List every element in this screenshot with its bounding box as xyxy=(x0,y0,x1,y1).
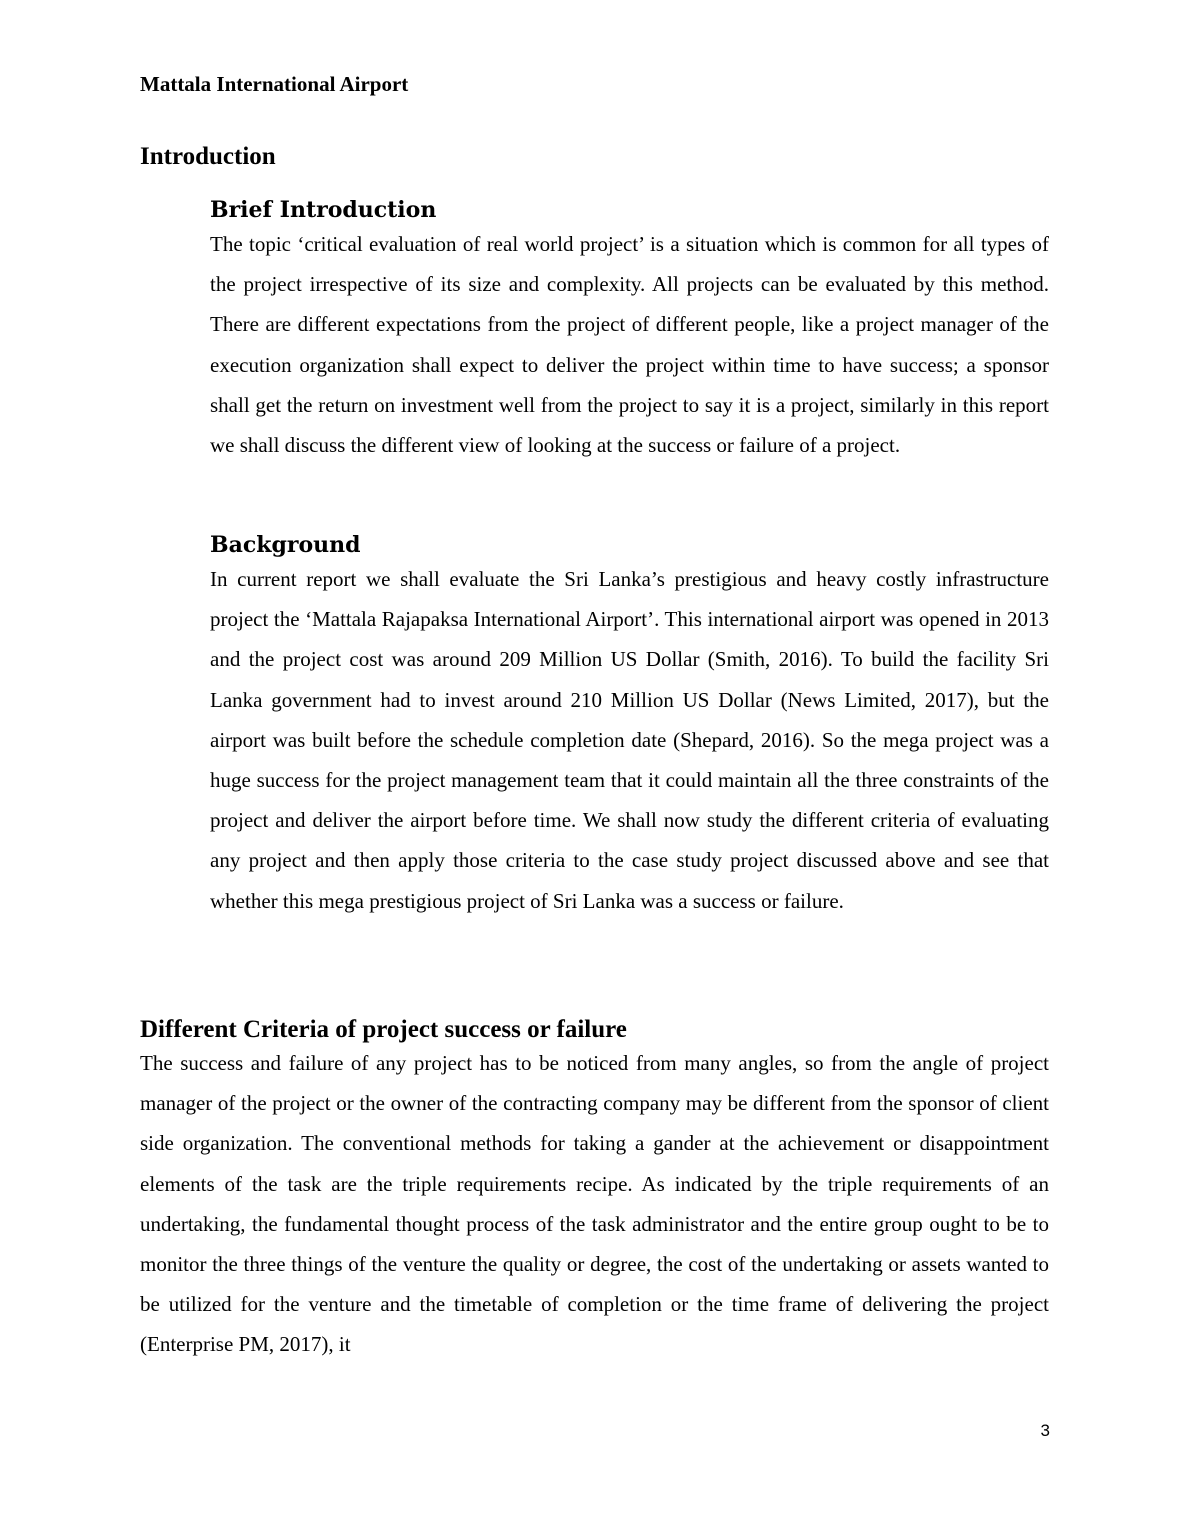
brief-introduction-paragraph: The topic ‘critical evaluation of real world project’ is a situation which is common for all types of the project irrespective of its size and complexity. All projects can be evaluated by this method. There are different expectations from the project of different people, like a project manager of the execution organization shall expect to deliver the project within time to have success; a sponsor shall get the return on investment well from the project to say it is a project, similarly in this report we shall discuss the different view of looking at the success or failure of a project. xyxy=(210,232,1049,458)
page-number: 3 xyxy=(1040,1421,1050,1440)
running-header: Mattala International Airport xyxy=(140,72,409,96)
background-paragraph: In current report we shall evaluate the Sri Lanka’s prestigious and heavy costly infrastructure project the ‘Mattala Rajapaksa International Airport’. This international airport was opened in 2013 and the project cost was around 209 Million US Dollar (Smith, 2016). To build the facility Sri Lanka government had to invest around 210 Million US Dollar (News Limited, 2017), but the airport was built before the schedule completion date (Shepard, 2016). So the mega project was a huge success for the project management team that it could maintain all the three constraints of the project and deliver the airport before time. We shall now study the different criteria of evaluating any project and then apply those criteria to the case study project discussed above and see that whether this mega prestigious project of Sri Lanka was a success or failure. xyxy=(210,567,1049,913)
criteria-paragraph: The success and failure of any project has to be noticed from many angles, so from the angle of project manager of the project or the owner of the contracting company may be different from the sponsor of client side organization. The conventional methods for taking a gander at the achievement or disappointment elements of the task are the triple requirements recipe. As indicated by the triple requirements of an undertaking, the fundamental thought process of the task administrator and the entire group ought to be to monitor the three things of the venture the quality or degree, the cost of the undertaking or assets wanted to be utilized for the venture and the timetable of completion or the time frame of delivering the project (Enterprise PM, 2017), it xyxy=(140,1051,1049,1357)
brief-introduction-heading: Brief Introduction xyxy=(210,197,437,223)
criteria-heading: Different Criteria of project success or failure xyxy=(140,1016,627,1043)
introduction-heading: Introduction xyxy=(140,143,276,170)
background-heading: Background xyxy=(210,532,361,558)
